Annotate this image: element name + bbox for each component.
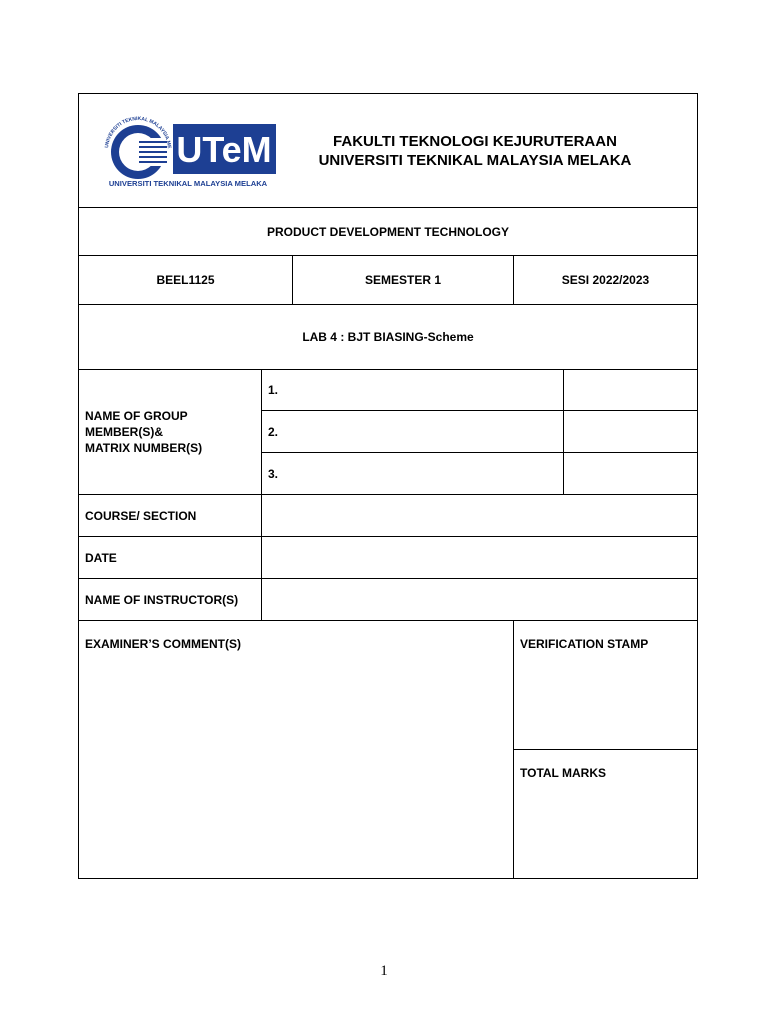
matrix-number-2-field[interactable] xyxy=(564,411,697,452)
total-marks-label: TOTAL MARKS xyxy=(520,766,606,780)
header-title xyxy=(305,132,645,170)
page-number: 1 xyxy=(380,963,388,979)
lab-cover-form xyxy=(78,93,698,879)
university-name: UNIVERSITI TEKNIKAL MALAYSIA MELAKA xyxy=(318,152,632,169)
matrix-number-1-field[interactable] xyxy=(564,370,697,410)
session: SESI 2022/2023 xyxy=(561,273,650,287)
course-section-label: COURSE/ SECTION xyxy=(85,508,197,523)
faculty-name: FAKULTI TEKNOLOGI KEJURUTERAAN xyxy=(333,133,617,150)
matrix-number-3-field[interactable] xyxy=(564,453,697,494)
total-marks-box[interactable] xyxy=(514,750,697,878)
verification-stamp-label: VERIFICATION STAMP xyxy=(520,637,649,651)
instructor-label: NAME OF INSTRUCTOR(S) xyxy=(85,592,239,607)
instructor-field[interactable] xyxy=(262,579,697,620)
course-section-field[interactable] xyxy=(262,495,697,536)
utem-logo xyxy=(99,112,281,190)
member-2-field[interactable]: 2. xyxy=(268,424,279,439)
logo-caption: UNIVERSITI TEKNIKAL MALAYSIA MELAKA xyxy=(108,179,268,188)
semester: SEMESTER 1 xyxy=(364,273,442,287)
lab-title: LAB 4 : BJT BIASING-Scheme xyxy=(302,330,474,344)
date-field[interactable] xyxy=(262,537,697,578)
examiner-comment-label: EXAMINER’S COMMENT(S) xyxy=(85,637,241,651)
svg-text:UNIVERSITI TEKNIKAL MALAYSIA M: UNIVERSITI TEKNIKAL MALAYSIA ME xyxy=(104,115,172,149)
subject-title: PRODUCT DEVELOPMENT TECHNOLOGY xyxy=(266,224,509,239)
utem-wordmark: UTeM xyxy=(176,129,272,170)
date-label: DATE xyxy=(85,550,117,565)
examiner-comment-box[interactable] xyxy=(79,621,513,878)
member-3-field[interactable]: 3. xyxy=(268,466,279,481)
member-1-field[interactable]: 1. xyxy=(268,383,279,397)
group-members-label: NAME OF GROUP MEMBER(S)& MATRIX NUMBER(S) xyxy=(85,409,203,455)
course-code: BEEL1125 xyxy=(156,273,215,287)
verification-stamp-box xyxy=(514,621,697,749)
